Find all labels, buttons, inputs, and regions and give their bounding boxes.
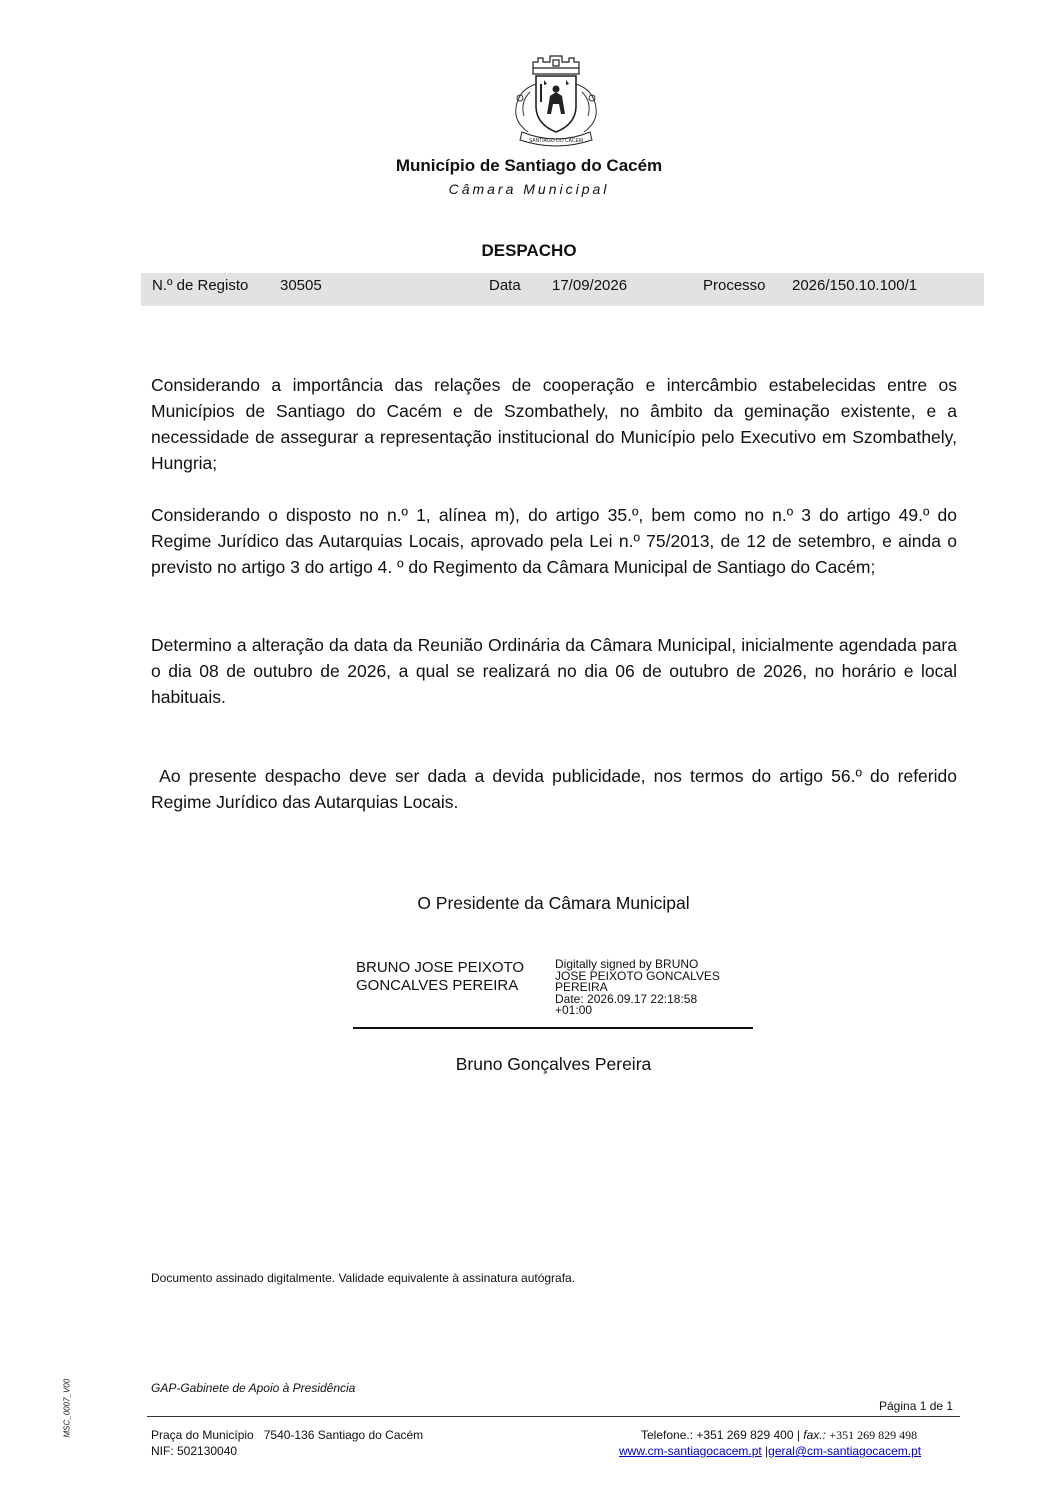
signature-detail-line: JOSE PEIXOTO GONCALVES (555, 968, 720, 983)
process-value: 2026/150.10.100/1 (792, 277, 918, 294)
signature-detail-line: Digitally signed by BRUNO (555, 957, 699, 971)
signer-name-large (356, 959, 552, 995)
municipal-body-name: Câmara Municipal (448, 181, 610, 197)
signatory-role: O Presidente da Câmara Municipal (417, 893, 690, 913)
form-code (58, 1380, 74, 1442)
signature-detail-line: PEREIRA (555, 980, 608, 994)
body-paragraph: Ao presente despacho deve ser dada a devida publicidade, nos termos do artigo 56.º do referido Regime Jurídico das Autarquias Locais. (151, 766, 962, 812)
footer-contacts (641, 1428, 917, 1443)
digital-validity-note: Documento assinado digitalmente. Validade equivalente à assinatura autógrafa. (151, 1271, 576, 1285)
phone-label: Telefone.: (641, 1428, 694, 1442)
footer-nif: NIF: 502130040 (151, 1444, 238, 1458)
signature-detail-line: +01:00 (555, 1003, 593, 1017)
fax-number: +351 269 829 498 (829, 1428, 918, 1442)
registry-number-value: 30505 (280, 277, 322, 294)
signer-name-line: BRUNO JOSE PEIXOTO (356, 959, 525, 976)
municipal-crest-logo (500, 52, 612, 148)
website-link[interactable]: www.cm-santiagocacem.pt (619, 1444, 762, 1458)
footer-web (619, 1444, 921, 1458)
email-separator: | (761, 1444, 769, 1458)
fax-label: fax.: (803, 1428, 826, 1442)
body-paragraph: Determino a alteração da data da Reunião Ordinária da Câmara Municipal, inicialmente agendada para o dia 08 de outubro de 2026, a qual se realizará no dia 06 de outubro de 2026, no horário e local habituais. (151, 635, 957, 707)
page-number: Página 1 de 1 (879, 1399, 954, 1413)
signer-name-line: GONCALVES PEREIRA (356, 977, 519, 994)
registry-number-label: N.º de Registo (152, 277, 249, 294)
signature-details (555, 959, 755, 1017)
body-paragraph: Considerando a importância das relações de cooperação e intercâmbio estabelecidas entre os Municípios de Santiago do Cacém e de Szombathely, no âmbito da geminação existente, e a necessidade de assegurar a representação institucional do Município pelo Executivo em Szombathely, Hungria; (151, 375, 957, 473)
document-title: DESPACHO (481, 241, 577, 260)
footer-divider (147, 1416, 960, 1417)
footer-address: Praça do Município 7540-136 Santiago do Cacém (151, 1428, 424, 1442)
municipality-name: Município de Santiago do Cacém (395, 156, 663, 175)
contact-separator: | (793, 1428, 804, 1442)
signatory-full-name: Bruno Gonçalves Pereira (455, 1054, 652, 1074)
form-code-text: MSC_0007_V00 (62, 1378, 72, 1438)
registry-bar (141, 273, 984, 306)
office-name: GAP-Gabinete de Apoio à Presidência (151, 1381, 356, 1395)
digital-signature-block (353, 957, 753, 1029)
body-paragraph: Considerando o disposto no n.º 1, alínea m), do artigo 35.º, bem como no n.º 3 do artigo 49.º do Regime Jurídico das Autarquias Locais, aprovado pela Lei n.º 75/2013, de 12 de setembro, e ainda o previsto no artigo 3 do artigo 4. º do Regimento da Câmara Municipal de Santiago do Cacém; (151, 505, 957, 577)
svg-text:SANTIAGO DO CACEM: SANTIAGO DO CACEM (528, 138, 584, 144)
email-link[interactable]: geral@cm-santiagocacem.pt (768, 1444, 922, 1458)
signature-detail-line: Date: 2026.09.17 22:18:58 (555, 991, 698, 1006)
phone-number: +351 269 829 400 (696, 1428, 794, 1442)
date-label: Data (489, 277, 521, 294)
process-label: Processo (703, 277, 766, 294)
date-value: 17/09/2026 (552, 277, 628, 294)
